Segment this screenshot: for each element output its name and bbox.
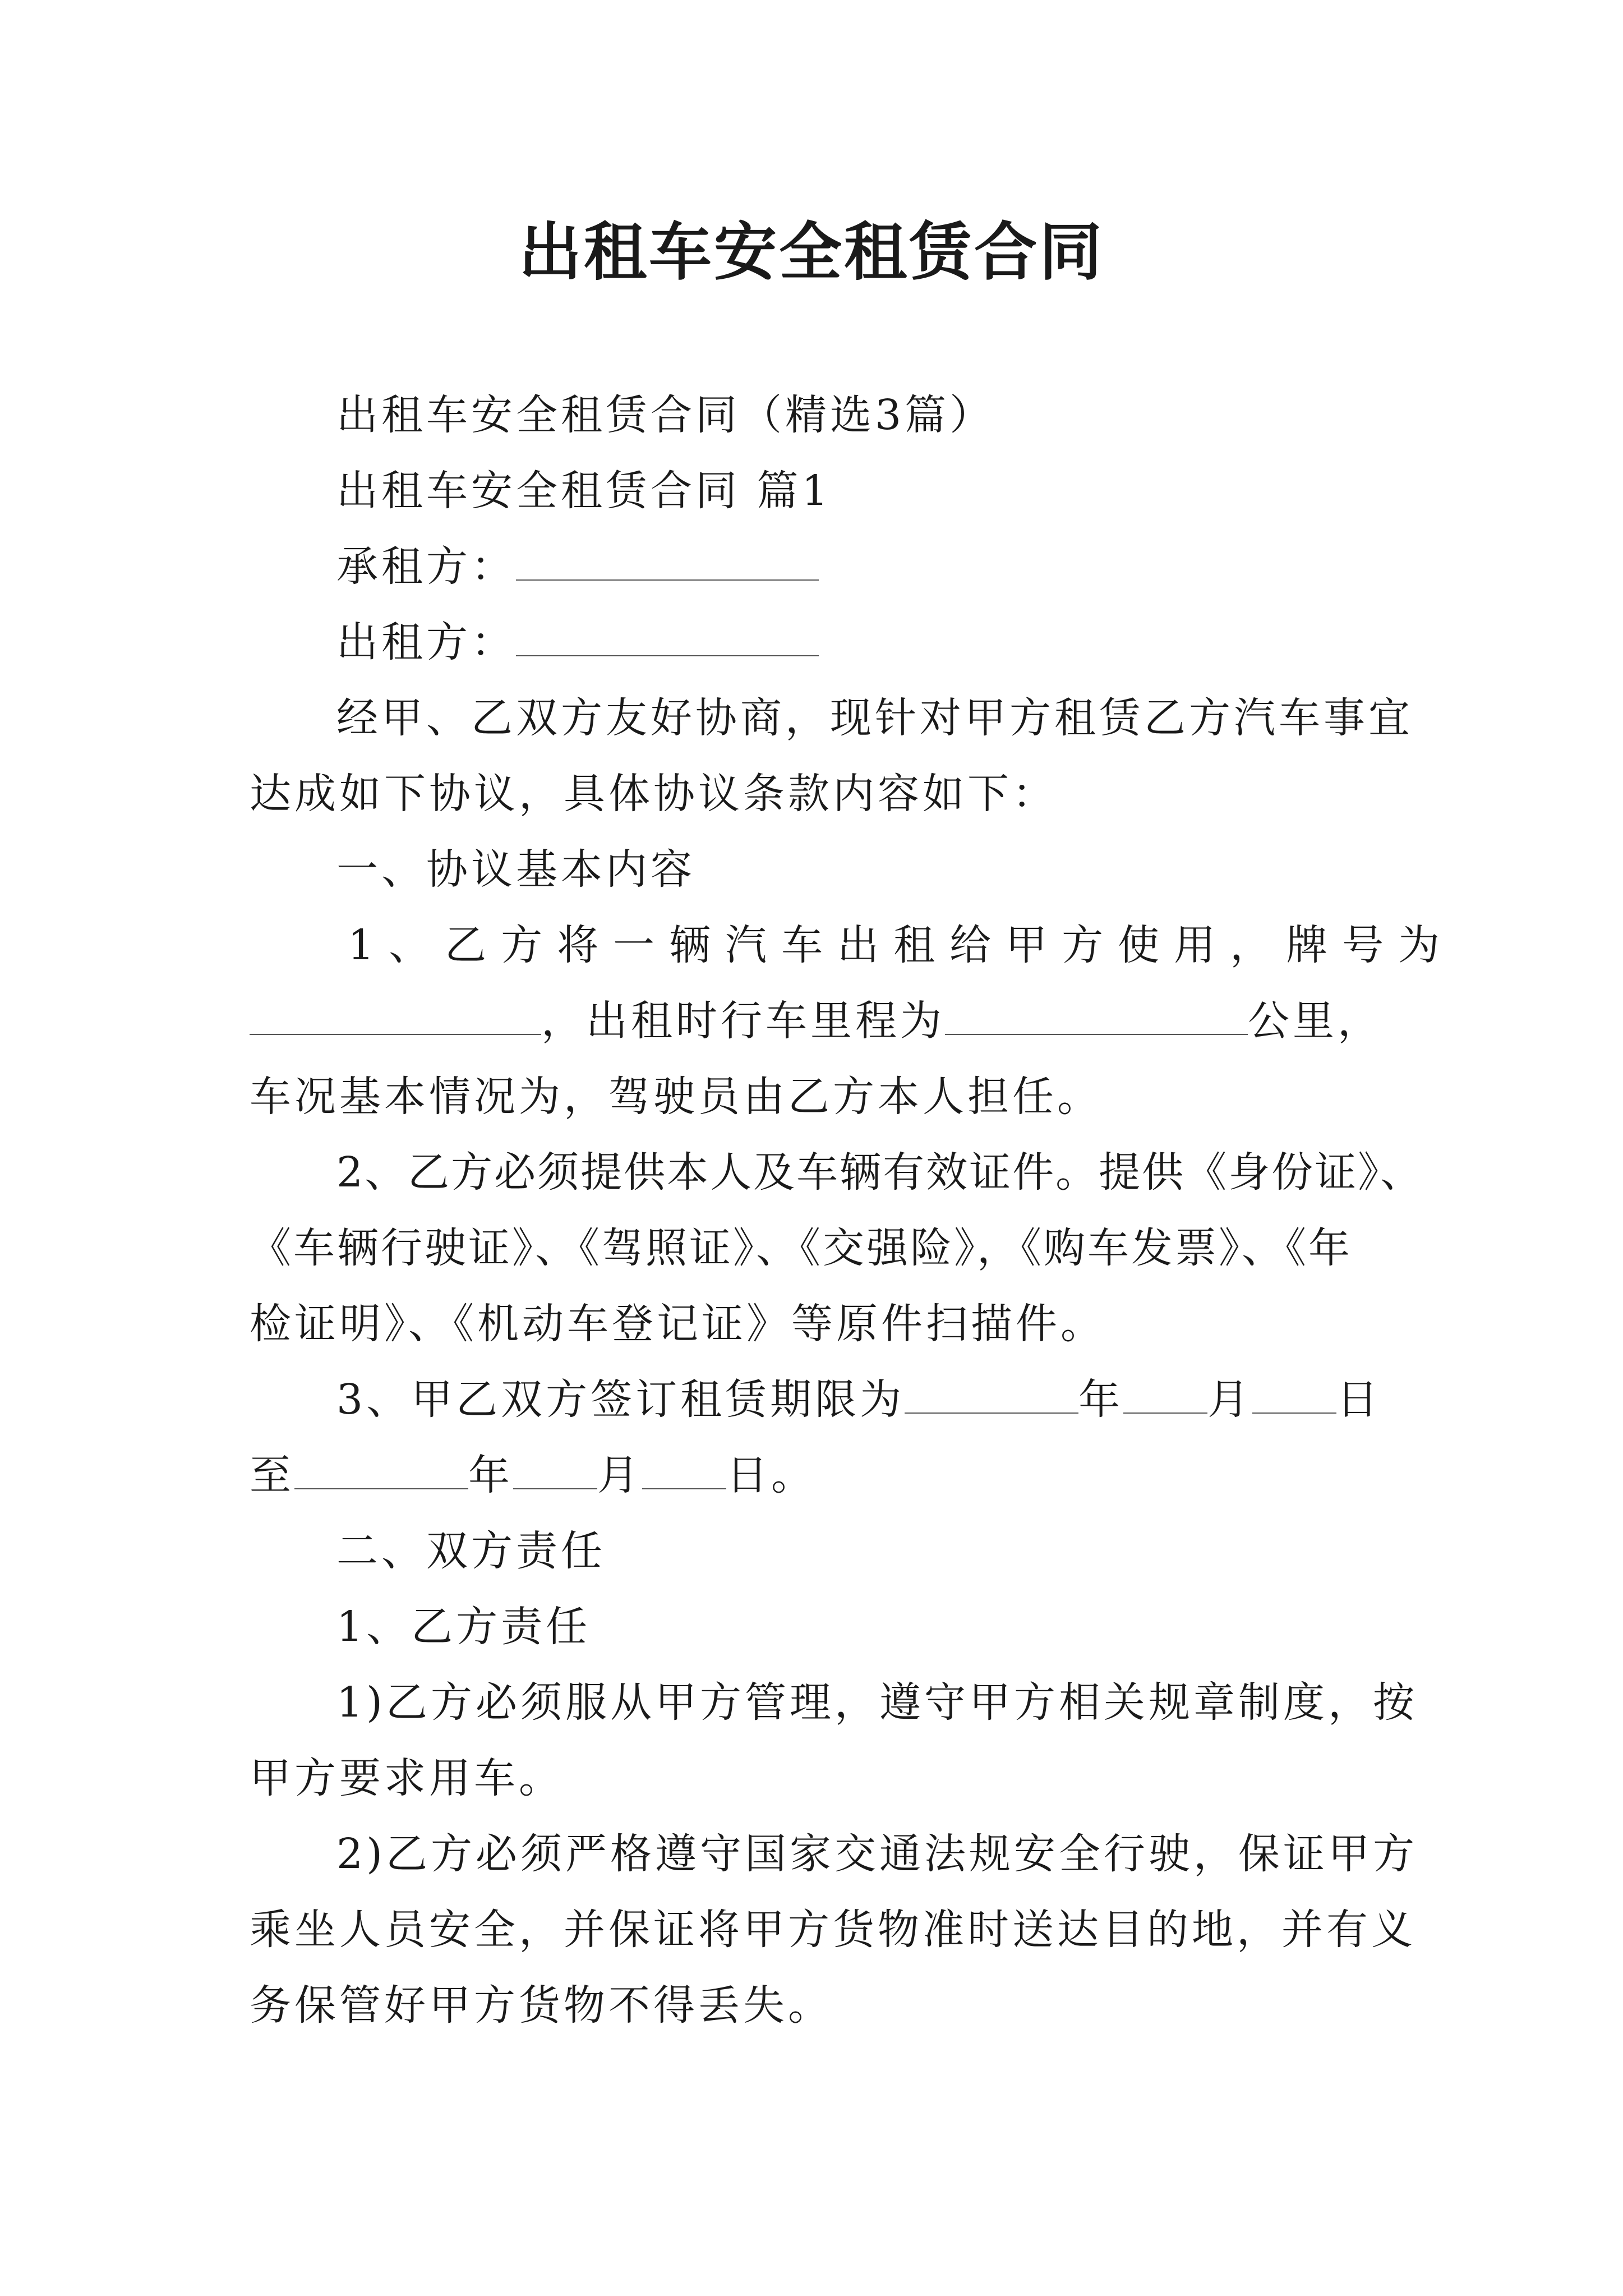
item2-line-2: 乘坐人员安全，并保证将甲方货物准时送达目的地，并有义 bbox=[250, 1906, 1416, 1954]
clause3-line-1 bbox=[336, 1372, 1381, 1428]
clause3-to-label: 至 bbox=[250, 1451, 294, 1499]
intro-line-1: 经甲、乙双方友好协商，现针对甲方租赁乙方汽车事宜 bbox=[336, 694, 1413, 742]
lessee-label: 承租方： bbox=[336, 542, 516, 591]
end-day-label: 日。 bbox=[726, 1451, 816, 1499]
item2-line-3: 务保管好甲方货物不得丢失。 bbox=[250, 1981, 833, 2030]
end-month-blank[interactable] bbox=[513, 1453, 597, 1489]
lessee-row bbox=[336, 539, 819, 595]
end-day-blank[interactable] bbox=[642, 1453, 726, 1489]
start-year-label: 年 bbox=[1078, 1375, 1124, 1424]
section2-heading: 二、双方责任 bbox=[336, 1527, 606, 1575]
section2-sub1-heading: 1、乙方责任 bbox=[336, 1603, 591, 1651]
lessor-blank[interactable] bbox=[516, 620, 819, 656]
clause1-mileage-text: ，出租时行车里程为 bbox=[541, 997, 945, 1045]
start-day-label: 日 bbox=[1336, 1375, 1382, 1424]
start-year-blank[interactable] bbox=[905, 1378, 1078, 1414]
lessee-blank[interactable] bbox=[516, 545, 819, 581]
clause2-line-3: 检证明》、《机动车登记证》等原件扫描件。 bbox=[250, 1300, 1105, 1348]
clause2-line-1: 2、乙方必须提供本人及车辆有效证件。提供《身份证》、 bbox=[336, 1148, 1424, 1197]
mileage-blank[interactable] bbox=[945, 999, 1248, 1035]
plate-number-blank[interactable] bbox=[250, 999, 541, 1035]
start-month-label: 月 bbox=[1207, 1375, 1253, 1424]
start-day-blank[interactable] bbox=[1252, 1378, 1336, 1414]
lessor-label: 出租方： bbox=[336, 618, 516, 666]
item2-line-1: 2)乙方必须严格遵守国家交通法规安全行驶，保证甲方 bbox=[336, 1830, 1418, 1878]
section1-heading: 一、协议基本内容 bbox=[336, 845, 695, 894]
clause3-line-2 bbox=[250, 1447, 816, 1503]
document-title: 出租车安全租赁合同 bbox=[519, 215, 1104, 289]
clause1-line-1: 1、乙方将一辆汽车出租给甲方使用，牌号为 bbox=[348, 921, 1455, 969]
clause1-line-2 bbox=[250, 993, 1382, 1049]
clause3-intro: 3、甲乙双方签订租赁期限为 bbox=[336, 1375, 905, 1424]
lessor-row bbox=[336, 614, 819, 670]
end-month-label: 月 bbox=[597, 1451, 642, 1499]
intro-line-2: 达成如下协议，具体协议条款内容如下： bbox=[250, 770, 1057, 818]
part-heading: 出租车安全租赁合同 篇1 bbox=[336, 467, 832, 515]
item1-line-2: 甲方要求用车。 bbox=[250, 1754, 564, 1802]
clause1-km-text: 公里， bbox=[1248, 997, 1382, 1045]
end-year-blank[interactable] bbox=[294, 1453, 468, 1489]
subtitle: 出租车安全租赁合同（精选3篇） bbox=[336, 391, 995, 439]
start-month-blank[interactable] bbox=[1123, 1378, 1207, 1414]
clause1-line-3: 车况基本情况为，驾驶员由乙方本人担任。 bbox=[250, 1073, 1102, 1121]
item1-line-1: 1)乙方必须服从甲方管理，遵守甲方相关规章制度，按 bbox=[336, 1678, 1418, 1727]
clause2-line-2: 《车辆行驶证》、《驾照证》、《交强险》，《购车发票》、《年 bbox=[250, 1224, 1352, 1272]
end-year-label: 年 bbox=[468, 1451, 513, 1499]
